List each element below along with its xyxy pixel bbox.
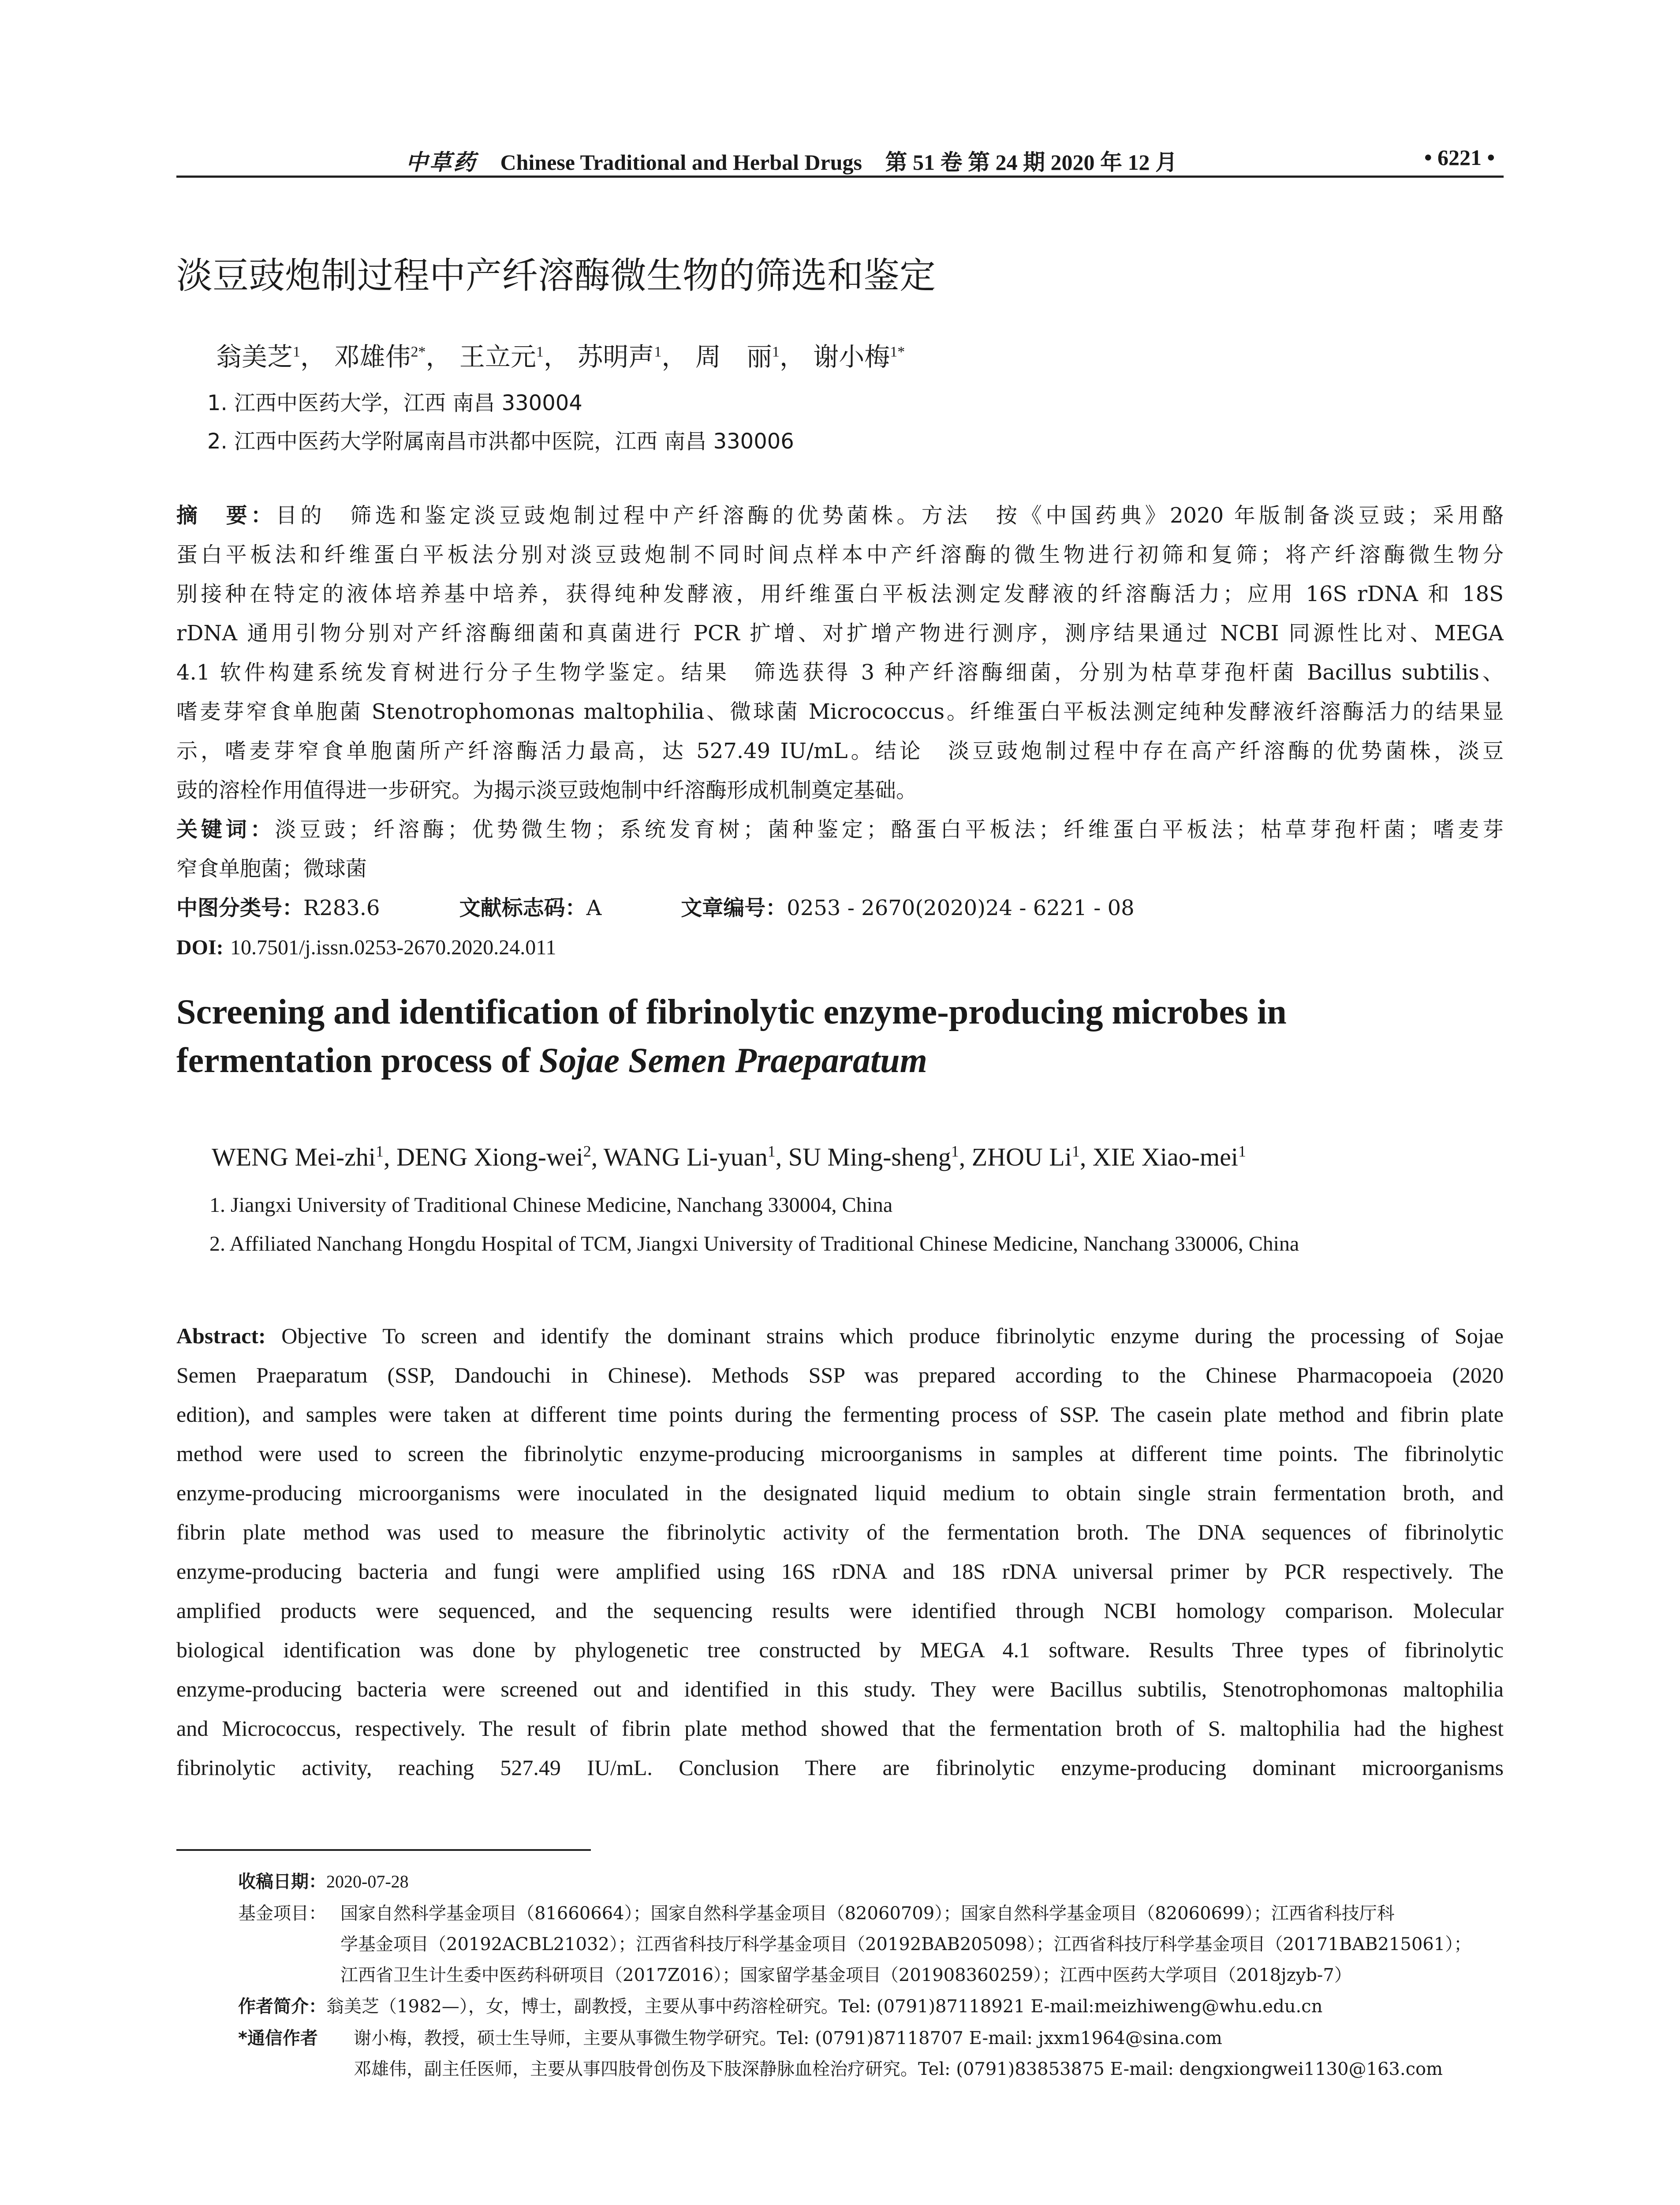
footnote-fund-line: 国家自然科学基金项目（81660664）；国家自然科学基金项目（82060709）；国家自然科学基金项目（82060699）；江西省科技厅科 — [340, 1903, 1395, 1924]
en-author: WANG Li-yuan$^1$ — [603, 1143, 776, 1172]
en-abstract-line: fibrinolytic activity, reaching 527.49 IU/mL. Conclusion There are fibrinolytic enzyme-producing dominant microorganisms — [176, 1755, 1504, 1780]
en-abstract-line: edition), and samples were taken at different time points during the fermenting process of SSP. The casein plate method and fibrin plate — [176, 1402, 1504, 1427]
en-author: XIE Xiao-mei$^1$ — [1092, 1143, 1247, 1172]
cn-abstract — [176, 496, 1504, 967]
en-author: ZHOU Li$^1$ — [971, 1143, 1080, 1172]
cn-classification-line: 中图分类号：R283.6 文献标志码：A 文章编号：0253 - 2670(2020)24 - 6221 - 08 — [176, 896, 1135, 920]
en-abstract-line: and Micrococcus, respectively. The result of fibrin plate method showed that the fermentation broth of S. maltophilia had the highest — [176, 1716, 1504, 1741]
cn-author: 翁美芝$^1$ — [216, 342, 301, 372]
journal-logo-cn: 中草药 — [406, 149, 477, 175]
en-abstract-line: fibrin plate method was used to measure the fibrinolytic activity of the fermentation broth. The DNA sequences of fibrinolytic — [176, 1520, 1504, 1544]
cn-abstract-line: 蛋白平板法和纤维蛋白平板法分别对淡豆豉炮制不同时间点样本中产纤溶酶的微生物进行初筛和复筛；将产纤溶酶微生物分 — [176, 542, 1504, 567]
en-abstract-label: Abstract: — [176, 1323, 266, 1348]
footnote-fund-line: 学基金项目（20192ACBL21032）；江西省科技厅科学基金项目（20192BAB205098）；江西省科技厅科学基金项目（20171BAB215061）； — [340, 1934, 1472, 1955]
cn-abstract-line: 豉的溶栓作用值得进一步研究。为揭示淡豆豉炮制中纤溶酶形成机制奠定基础。 — [176, 778, 918, 803]
cn-abstract-line: 4.1 软件构建系统发育树进行分子生物学鉴定。结果 筛选获得 3 种产纤溶酶细菌，分别为枯草芽孢杆菌 Bacillus subtilis、 — [176, 660, 1504, 685]
journal-name-en: Chinese Traditional and Herbal Drugs — [500, 150, 862, 175]
en-abstract-line: biological identification was done by phylogenetic tree constructed by MEGA 4.1 software. Results Three types of fibrinolytic — [176, 1637, 1504, 1662]
en-affiliation-2: 2. Affiliated Nanchang Hongdu Hospital of TCM, Jiangxi University of Traditional Chinese Medicine, Nanchang 330006, China — [209, 1232, 1299, 1256]
cn-abstract-line: 示，嗜麦芽窄食单胞菌所产纤溶酶活力最高，达 527.49 IU/mL。结论 淡豆豉炮制过程中存在高产纤溶酶的优势菌株，淡豆 — [176, 739, 1504, 763]
journal-info — [406, 145, 1177, 176]
issue-info: 第 51 卷 第 24 期 2020 年 12 月 — [885, 150, 1177, 175]
en-author: DENG Xiong-wei$^2$ — [396, 1143, 591, 1172]
footnote-fund-label: 基金项目： — [238, 1903, 326, 1924]
footnote-rule — [176, 1849, 591, 1851]
cn-author: 苏明声$^1$ — [577, 342, 662, 372]
cn-title: 淡豆豉炮制过程中产纤溶酶微生物的筛选和鉴定 — [176, 255, 936, 297]
cn-author: 王立元$^1$ — [459, 342, 544, 372]
cn-keywords-label: 关键词： — [176, 817, 275, 842]
footnote-corresponding-label: *通信作者 — [238, 2028, 318, 2048]
en-abstract-line: Semen Praeparatum (SSP, Dandouchi in Chinese). Methods SSP was prepared according to the Chinese Pharmacopoeia (2020 — [176, 1363, 1504, 1387]
cn-abstract-line: 摘 要：目的 筛选和鉴定淡豆豉炮制过程中产纤溶酶的优势菌株。方法 按《中国药典》2020 年版制备淡豆豉；采用酪 — [176, 503, 1504, 528]
en-author: SU Ming-sheng$^1$ — [788, 1143, 959, 1172]
en-abstract-line: enzyme-producing bacteria and fungi were amplified using 16S rDNA and 18S rDNA universal primer by PCR respectively. The — [176, 1559, 1504, 1584]
footnote-received: 收稿日期：2020-07-28 — [238, 1872, 409, 1892]
cn-author: 邓雄伟$^{2*}$ — [334, 342, 426, 372]
footnote-fund-line: 江西省卫生计生委中医药科研项目（2017Z016）；国家留学基金项目（201908360259）；江西中医药大学项目（2018jzyb-7） — [340, 1965, 1352, 1985]
en-affiliation-1: 1. Jiangxi University of Traditional Chinese Medicine, Nanchang 330004, China — [209, 1193, 893, 1217]
cn-keywords-line: 窄食单胞菌；微球菌 — [176, 856, 367, 881]
footnote-corresponding-line: 谢小梅，教授，硕士生导师，主要从事微生物学研究。Tel: (0791)87118707 E-mail: jxxm1964@sina.com — [354, 2028, 1222, 2048]
en-abstract — [176, 1316, 1504, 1787]
cn-abstract-line: 嗜麦芽窄食单胞菌 Stenotrophomonas maltophilia、微球菌 Micrococcus。纤维蛋白平板法测定纯种发酵液纤溶酶活力的结果显 — [176, 699, 1504, 724]
cn-author: 周 丽$^1$ — [695, 342, 780, 372]
en-title — [176, 988, 1504, 1085]
cn-abstract-line: rDNA 通用引物分别对产纤溶酶细菌和真菌进行 PCR 扩增、对扩增产物进行测序，测序结果通过 NCBI 同源性比对、MEGA — [176, 621, 1504, 646]
en-abstract-line: enzyme-producing bacteria were screened out and identified in this study. They were Bacillus subtilis, Stenotrophomonas maltophilia — [176, 1677, 1504, 1701]
cn-abstract-line: 别接种在特定的液体培养基中培养，获得纯种发酵液，用纤维蛋白平板法测定发酵液的纤溶酶活力；应用 16S rDNA 和 18S — [176, 582, 1504, 606]
en-abstract-line: enzyme-producing microorganisms were inoculated in the designated liquid medium to obtain single strain fermentation broth, and — [176, 1480, 1504, 1505]
cn-affiliation-1: 1. 江西中医药大学，江西 南昌 330004 — [207, 391, 582, 415]
cn-author: 谢小梅$^{1*}$ — [813, 342, 905, 372]
en-title-line: Screening and identification of fibrinolytic enzyme-producing microbes in — [176, 993, 1287, 1031]
en-author-list: WENG Mei-zhi$^1$, DENG Xiong-wei$^2$, WANG Li-yuan$^1$, SU Ming-sheng$^1$, ZHOU Li$^1$, XIE Xiao-mei$^1$ — [212, 1143, 1247, 1172]
en-abstract-line: Abstract: Objective To screen and identify the dominant strains which produce fibrinolytic enzyme during the processing of Sojae — [176, 1323, 1504, 1348]
cn-abstract-label: 摘 要： — [176, 503, 276, 528]
doi-line: DOI: 10.7501/j.issn.0253-2670.2020.24.011 — [176, 936, 556, 959]
cn-keywords-line: 关键词：淡豆豉；纤溶酶；优势微生物；系统发育树；菌种鉴定；酪蛋白平板法；纤维蛋白平板法；枯草芽孢杆菌；嗜麦芽 — [176, 817, 1504, 842]
en-author: WENG Mei-zhi$^1$ — [212, 1143, 384, 1172]
en-title-line: fermentation process of Sojae Semen Praeparatum — [176, 1041, 927, 1080]
running-header — [176, 140, 1504, 178]
cn-affiliation-2: 2. 江西中医药大学附属南昌市洪都中医院，江西 南昌 330006 — [207, 429, 794, 454]
en-abstract-line: method were used to screen the fibrinolytic enzyme-producing microorganisms in samples at different time points. The fibrinolytic — [176, 1441, 1504, 1466]
page-number: • 6221 • — [1424, 145, 1495, 170]
footnote-corresponding-line: 邓雄伟，副主任医师，主要从事四肢骨创伤及下肢深静脉血栓治疗研究。Tel: (0791)83853875 E-mail: dengxiongwei1130@163.com — [354, 2059, 1443, 2079]
cn-author-list: 翁美芝$^1$， 邓雄伟$^{2*}$， 王立元$^1$， 苏明声$^1$， 周 丽$^1$， 谢小梅$^{1*}$ — [216, 342, 905, 372]
en-abstract-line: amplified products were sequenced, and the sequencing results were identified through NCBI homology comparison. Molecular — [176, 1598, 1504, 1623]
footnote-author-bio: 作者简介：翁美芝（1982—），女，博士，副教授，主要从事中药溶栓研究。Tel: (0791)87118921 E-mail:meizhiweng@whu.edu.cn — [238, 1996, 1323, 2017]
